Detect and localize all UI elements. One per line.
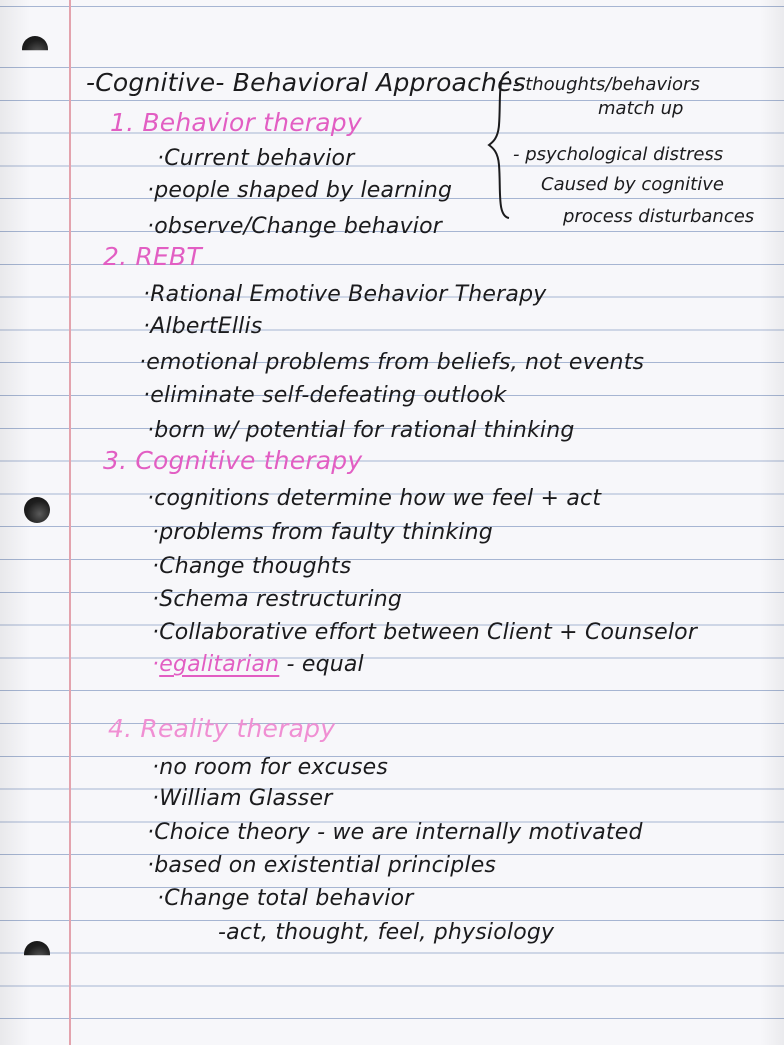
section-1-item-3: ·observe/Change behavior (147, 214, 443, 239)
section-2-heading: 2. REBT (103, 242, 202, 271)
section-2-item-5: ·born w/ potential for rational thinking (147, 418, 575, 443)
section-1-item-2: ·people shaped by learning (147, 178, 453, 203)
section-2-item-2: ·AlbertEllis (143, 314, 263, 339)
side-note-1-line-1: - thoughts/behaviors (513, 74, 700, 95)
side-note-1-line-2: match up (598, 98, 684, 119)
section-4-item-3: ·Choice theory - we are internally motivated (147, 820, 643, 845)
side-note-2-line-2: Caused by cognitive (541, 174, 724, 195)
section-3-item-1: ·cognitions determine how we feel + act (147, 486, 602, 511)
section-3-item-4: ·Schema restructuring (152, 587, 403, 612)
binder-hole-middle (24, 497, 50, 523)
section-3-highlight-row (152, 652, 364, 678)
side-note-2-line-1: - psychological distress (513, 144, 724, 165)
margin-line (69, 0, 71, 1045)
section-3-item-5: ·Collaborative effort between Client + Counselor (152, 620, 698, 645)
section-4-heading: 4. Reality therapy (108, 714, 336, 743)
section-3-item-2: ·problems from faulty thinking (152, 520, 493, 545)
section-3-item-3: ·Change thoughts (152, 554, 352, 579)
section-2-item-4: ·eliminate self-defeating outlook (143, 383, 507, 408)
section-1-heading: 1. Behavior therapy (110, 108, 362, 137)
section-1-item-1: ·Current behavior (157, 146, 355, 171)
highlight-term: egalitarian (159, 652, 280, 677)
section-3-heading: 3. Cognitive therapy (103, 446, 363, 475)
section-2-item-3: ·emotional problems from beliefs, not events (139, 350, 645, 375)
side-note-2-line-3: process disturbances (563, 206, 755, 227)
curly-brace (487, 70, 515, 220)
binder-hole-top (22, 36, 48, 62)
section-4-sub-item: -act, thought, feel, physiology (218, 920, 555, 945)
highlight-bullet: · (152, 652, 160, 677)
section-4-item-4: ·based on existential principles (147, 853, 497, 878)
page-title: -Cognitive- Behavioral Approaches (86, 68, 526, 97)
section-4-item-5: ·Change total behavior (157, 886, 414, 911)
highlight-definition: - equal (279, 652, 364, 677)
binder-hole-bottom (24, 941, 50, 967)
section-2-item-1: ·Rational Emotive Behavior Therapy (143, 282, 547, 307)
section-4-item-2: ·William Glasser (152, 786, 333, 811)
section-4-item-1: ·no room for excuses (152, 755, 389, 780)
